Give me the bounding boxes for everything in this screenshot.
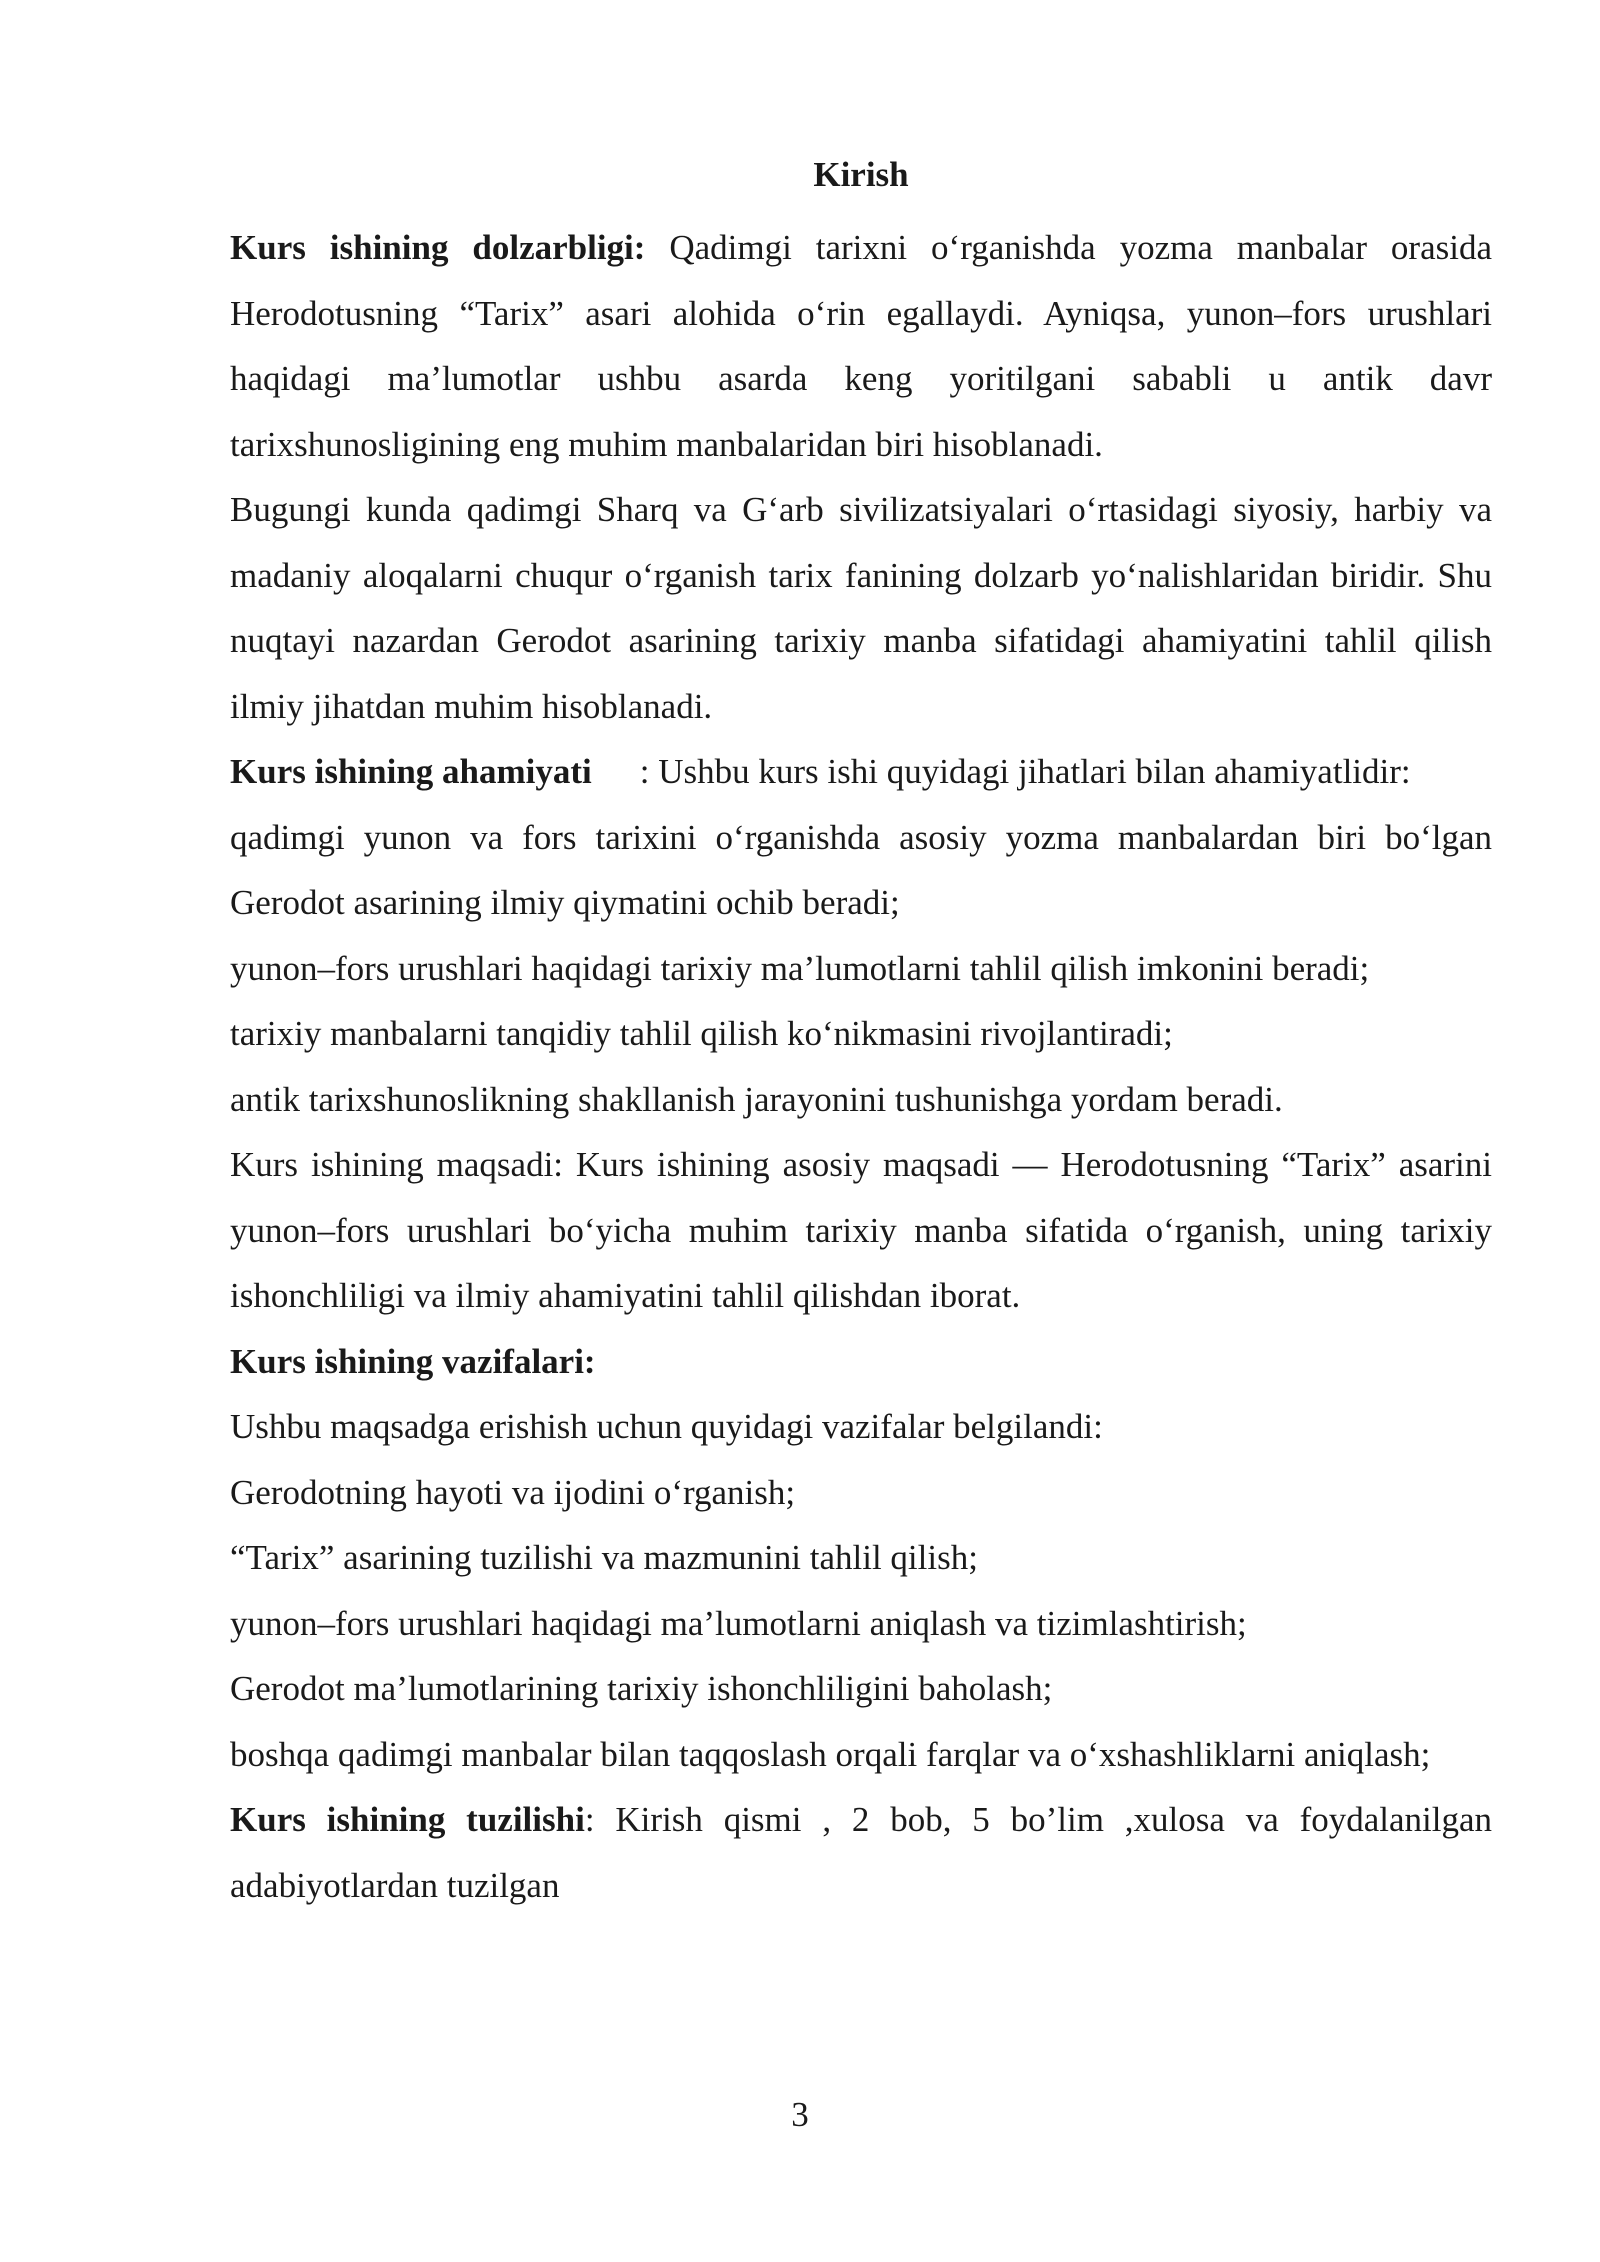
importance-item: yunon–fors urushlari haqidagi tarixiy ma’lumotlarni tahlil qilish imkonini beradi; [230,948,1370,988]
tasks-intro: Ushbu maqsadga erishish uchun quyidagi vazifalar belgilandi: [230,1407,1103,1446]
task-item: yunon–fors urushlari haqidagi ma’lumotlarni aniqlash va tizimlashtirish; [230,1603,1247,1643]
importance-text: : Ushbu kurs ishi quyidagi jihatlari bilan ahamiyatlidir: [639,752,1411,791]
structure-text: : Kirish qismi , 2 bob, 5 bo’lim ,xulosa va foydalanilgan adabiyotlardan tuzilgan [230,1800,1492,1905]
structure-paragraph [230,1787,1492,1918]
document-page [230,150,1492,1918]
task-item: boshqa qadimgi manbalar bilan taqqoslash orqali farqlar va oʻxshashliklarni aniqlash; [230,1734,1431,1774]
relevance-text: Qadimgi tarixni oʻrganishda yozma manbalar orasida Herodotusning “Tarix” asari alohida oʻrin egallaydi. Ayniqsa, yunon–fors urushlari haqidagi ma’lumotlar ushbu asarda keng yoritilgani sababli u antik davr tarixshunosligining eng muhim manbalaridan biri hisoblanadi. [230,228,1492,464]
relevance-paragraph-2: Bugungi kunda qadimgi Sharq va Gʻarb sivilizatsiyalari oʻrtasidagi siyosiy, harbiy va madaniy aloqalarni chuqur oʻrganish tarix fanining dolzarb yoʻnalishlaridan biridir. Shu nuqtayi nazardan Gerodot asarining tarixiy manba sifatidagi ahamiyatini tahlil qilish ilmiy jihatdan muhim hisoblanadi. [230,490,1492,726]
goal-paragraph: Kurs ishining maqsadi: Kurs ishining asosiy maqsadi — Herodotusning “Tarix” asarini yunon–fors urushlari boʻyicha muhim tarixiy manba sifatida oʻrganish, uning tarixiy ishonchliligi va ilmiy ahamiyatini tahlil qilishdan iborat. [230,1145,1492,1315]
structure-label: Kurs ishining tuzilishi [230,1800,585,1839]
relevance-label: Kurs ishining dolzarbligi: [230,228,646,267]
importance-item: qadimgi yunon va fors tarixini oʻrganishda asosiy yozma manbalardan biri boʻlgan Gerodot asarining ilmiy qiymatini ochib beradi; [230,817,1492,922]
tasks-label: Kurs ishining vazifalari: [230,1341,596,1381]
task-item: Gerodotning hayoti va ijodini oʻrganish; [230,1472,796,1512]
task-item: Gerodot ma’lumotlarining tarixiy ishonchliligini baholash; [230,1669,1053,1708]
importance-label: Kurs ishining ahamiyati [230,752,592,791]
importance-item: antik tarixshunoslikning shakllanish jarayonini tushunishga yordam beradi. [230,1079,1283,1119]
section-heading: Kirish [813,155,909,194]
importance-item: tarixiy manbalarni tanqidiy tahlil qilish koʻnikmasini rivojlantiradi; [230,1014,1173,1053]
page-number: 3 [791,2095,809,2134]
task-item: “Tarix” asarining tuzilishi va mazmunini tahlil qilish; [230,1538,978,1577]
relevance-paragraph [230,215,1492,477]
importance-paragraph [230,739,1492,805]
